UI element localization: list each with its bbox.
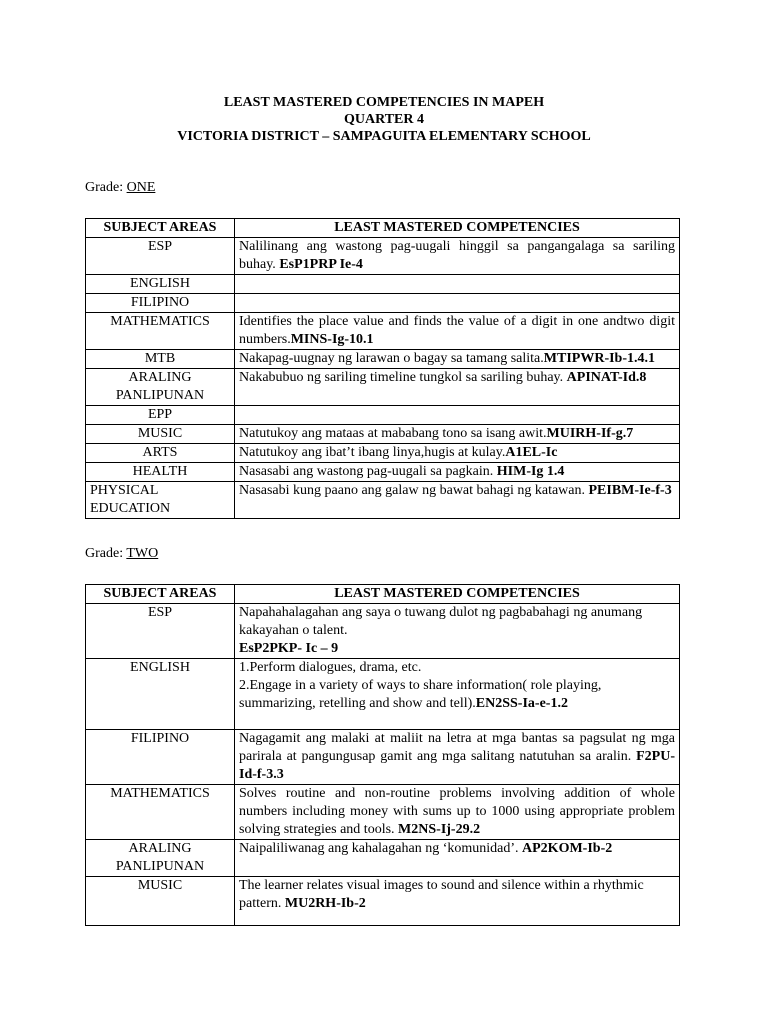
competency-cell	[235, 444, 680, 463]
grade-one-value: ONE	[126, 180, 156, 195]
subject-cell: ARALING PANLIPUNAN	[86, 369, 235, 406]
competency-cell	[235, 369, 680, 406]
competency-code: EsP1PRP Ie-4	[279, 257, 363, 272]
competency-code: HIM-Ig 1.4	[496, 464, 565, 479]
table-row	[86, 659, 680, 730]
subject-cell: MATHEMATICS	[86, 785, 235, 840]
grade-label-text: Grade:	[85, 180, 127, 195]
competency-text: Nakapag-uugnay ng larawan o bagay sa tamang salita.	[239, 351, 544, 366]
column-header-competencies: LEAST MASTERED COMPETENCIES	[235, 219, 680, 238]
competency-cell	[235, 275, 680, 294]
competency-text: Nasasabi kung paano ang galaw ng bawat bahagi ng katawan.	[239, 483, 589, 498]
table-row	[86, 313, 680, 350]
competency-cell	[235, 659, 680, 730]
competency-cell	[235, 350, 680, 369]
table-row	[86, 840, 680, 877]
competency-cell	[235, 730, 680, 785]
grade-label-text: Grade:	[85, 546, 127, 561]
subject-cell: ENGLISH	[86, 275, 235, 294]
competency-code: MTIPWR-Ib-1.4.1	[543, 351, 656, 366]
competency-text: Napahahalagahan ang saya o tuwang dulot ng pagbabahagi ng anumang kakayahan o talent.	[239, 605, 643, 638]
competency-code: F2PU-Id-f-3.3	[239, 749, 675, 782]
table-row	[86, 350, 680, 369]
competency-text: Nasasabi ang wastong pag-uugali sa pagkain.	[239, 464, 497, 479]
competency-cell	[235, 406, 680, 425]
competency-code: APINAT-Id.8	[566, 370, 647, 385]
table-row	[86, 730, 680, 785]
table-row	[86, 463, 680, 482]
subject-cell: MUSIC	[86, 425, 235, 444]
subject-cell: MTB	[86, 350, 235, 369]
competency-cell	[235, 604, 680, 659]
competency-text: Nalilinang ang wastong pag-uugali hinggil sa pangangalaga sa sariling buhay.	[239, 239, 675, 272]
competency-text: Naipaliliwanag ang kahalagahan ng ‘komunidad’.	[239, 841, 523, 856]
competency-text: Identifies the place value and finds the value of a digit in one andtwo digit numbers.	[239, 314, 675, 347]
subject-cell: MUSIC	[86, 877, 235, 926]
table-row	[86, 238, 680, 275]
competency-cell	[235, 238, 680, 275]
table-row	[86, 369, 680, 406]
table-row	[86, 406, 680, 425]
competency-code: MU2RH-Ib-2	[284, 896, 366, 911]
table-header-row	[86, 585, 680, 604]
competency-code: M2NS-Ij-29.2	[398, 822, 481, 837]
competency-code: AP2KOM-Ib-2	[522, 841, 613, 856]
competency-text-1: 1.Perform dialogues, drama, etc.	[239, 660, 422, 675]
table-row	[86, 294, 680, 313]
table-row	[86, 275, 680, 294]
subject-cell: ARALING PANLIPUNAN	[86, 840, 235, 877]
competency-code: MUIRH-If-g.7	[546, 426, 634, 441]
competency-cell	[235, 482, 680, 519]
document-header	[0, 94, 768, 145]
header-quarter: QUARTER 4	[343, 112, 424, 127]
table-row	[86, 604, 680, 659]
subject-cell: ESP	[86, 238, 235, 275]
competency-cell	[235, 313, 680, 350]
competency-text: The learner relates visual images to sound and silence within a rhythmic pattern.	[239, 878, 644, 911]
subject-cell: MATHEMATICS	[86, 313, 235, 350]
header-title: LEAST MASTERED COMPETENCIES IN MAPEH	[223, 95, 545, 110]
column-header-subject: SUBJECT AREAS	[86, 585, 235, 604]
table-row	[86, 877, 680, 926]
competency-text: Nakabubuo ng sariling timeline tungkol sa sariling buhay.	[239, 370, 567, 385]
competency-cell	[235, 785, 680, 840]
competency-text-2: 2.Engage in a variety of ways to share information( role playing, summarizing, retelling and show and tell).	[239, 678, 602, 711]
grade-two-label	[85, 546, 158, 562]
subject-cell: FILIPINO	[86, 294, 235, 313]
competency-text: Solves routine and non-routine problems involving addition of whole numbers including money with sums up to 1000 using appropriate problem solving strategies and tools.	[239, 786, 675, 837]
table-row	[86, 444, 680, 463]
competency-code: EN2SS-Ia-e-1.2	[475, 696, 568, 711]
column-header-subject: SUBJECT AREAS	[86, 219, 235, 238]
table-row	[86, 785, 680, 840]
subject-cell: EPP	[86, 406, 235, 425]
competency-text: Nagagamit ang malaki at maliit na letra at mga bantas sa pagsulat ng mga parirala at pangungusap gamit ang mga salitang natutuhan sa aralin.	[239, 731, 675, 764]
table-header-row	[86, 219, 680, 238]
subject-cell: HEALTH	[86, 463, 235, 482]
subject-cell: FILIPINO	[86, 730, 235, 785]
subject-cell: ESP	[86, 604, 235, 659]
competency-code: MINS-Ig-10.1	[290, 332, 374, 347]
grade-two-value: TWO	[126, 546, 159, 561]
competency-text: Natutukoy ang ibat’t ibang linya,hugis at kulay.	[239, 445, 506, 460]
competency-cell	[235, 294, 680, 313]
competency-cell	[235, 877, 680, 926]
competency-cell	[235, 463, 680, 482]
grade-one-label	[85, 180, 155, 196]
subject-cell: ARTS	[86, 444, 235, 463]
table-row	[86, 482, 680, 519]
competency-code: EsP2PKP- Ic – 9	[239, 641, 339, 656]
subject-cell: PHYSICAL EDUCATION	[86, 482, 235, 519]
subject-cell: ENGLISH	[86, 659, 235, 730]
grade-two-table	[85, 584, 680, 926]
competency-text: Natutukoy ang mataas at mababang tono sa isang awit.	[239, 426, 547, 441]
header-school: VICTORIA DISTRICT – SAMPAGUITA ELEMENTARY SCHOOL	[177, 129, 591, 144]
competency-cell	[235, 425, 680, 444]
competency-cell	[235, 840, 680, 877]
competency-code: A1EL-Ic	[505, 445, 558, 460]
column-header-competencies: LEAST MASTERED COMPETENCIES	[235, 585, 680, 604]
grade-one-table	[85, 218, 680, 519]
table-row	[86, 425, 680, 444]
competency-code: PEIBM-Ie-f-3	[588, 483, 672, 498]
